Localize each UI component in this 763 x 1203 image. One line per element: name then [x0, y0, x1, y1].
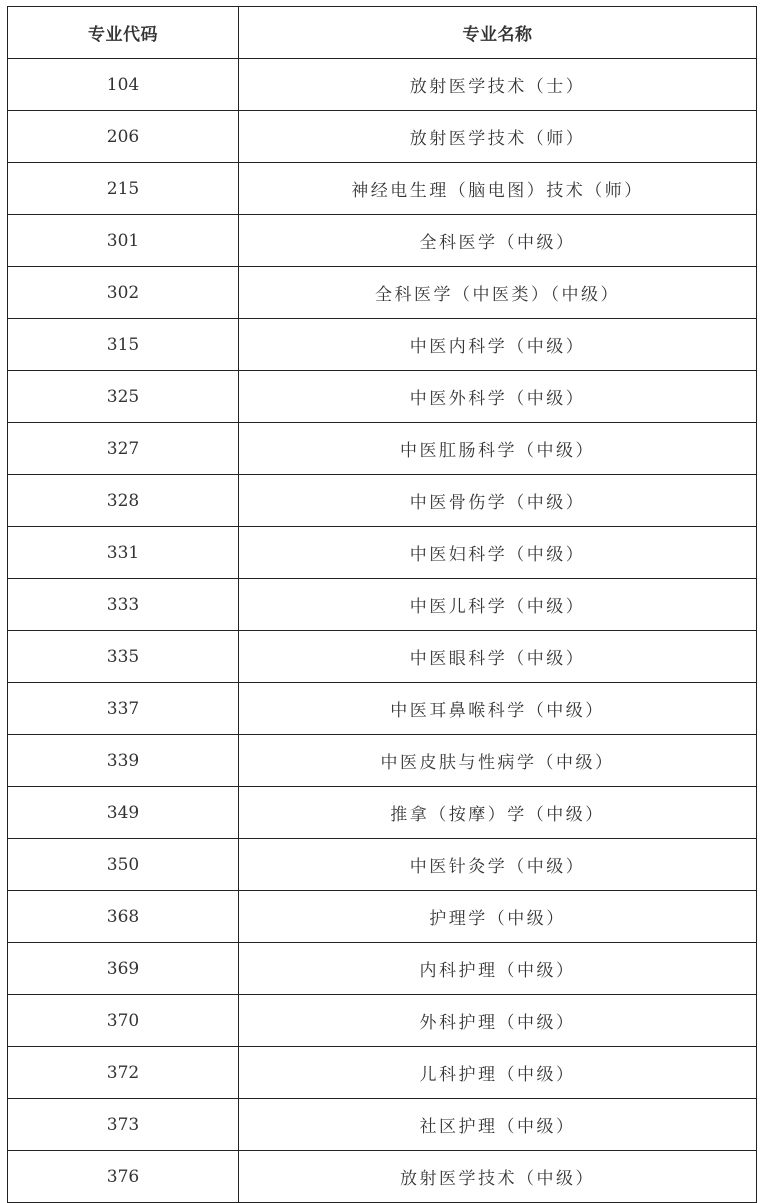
- header-specialty-code: 专业代码: [8, 7, 239, 59]
- table-row: [8, 527, 757, 579]
- specialty-code-cell: 337: [8, 683, 239, 735]
- specialty-name-cell: 中医内科学（中级）: [239, 319, 757, 371]
- specialty-code-cell: 325: [8, 371, 239, 423]
- specialty-name-cell: 全科医学（中级）: [239, 215, 757, 267]
- table-row: [8, 995, 757, 1047]
- specialty-code-cell: 215: [8, 163, 239, 215]
- specialty-name-cell: 全科医学（中医类）（中级）: [239, 267, 757, 319]
- specialty-name-cell: 放射医学技术（士）: [239, 59, 757, 111]
- specialty-name-cell: 儿科护理（中级）: [239, 1047, 757, 1099]
- table-row: [8, 475, 757, 527]
- table-header-row: [8, 7, 757, 59]
- specialty-name-cell: 内科护理（中级）: [239, 943, 757, 995]
- specialty-code-cell: 376: [8, 1151, 239, 1203]
- table-row: [8, 423, 757, 475]
- specialty-name-cell: 中医肛肠科学（中级）: [239, 423, 757, 475]
- specialty-code-cell: 302: [8, 267, 239, 319]
- specialty-name-cell: 神经电生理（脑电图）技术（师）: [239, 163, 757, 215]
- specialty-code-cell: 327: [8, 423, 239, 475]
- specialty-name-cell: 放射医学技术（中级）: [239, 1151, 757, 1203]
- specialty-code-cell: 350: [8, 839, 239, 891]
- table-row: [8, 631, 757, 683]
- table-body: [8, 59, 757, 1203]
- specialty-code-cell: 339: [8, 735, 239, 787]
- specialty-code-cell: 372: [8, 1047, 239, 1099]
- specialty-table-container: [7, 6, 756, 1203]
- header-specialty-name: 专业名称: [239, 7, 757, 59]
- table-row: [8, 163, 757, 215]
- table-row: [8, 111, 757, 163]
- specialty-name-cell: 中医皮肤与性病学（中级）: [239, 735, 757, 787]
- table-row: [8, 839, 757, 891]
- specialty-name-cell: 中医耳鼻喉科学（中级）: [239, 683, 757, 735]
- specialty-code-cell: 333: [8, 579, 239, 631]
- table-row: [8, 215, 757, 267]
- table-row: [8, 891, 757, 943]
- specialty-code-cell: 315: [8, 319, 239, 371]
- table-row: [8, 319, 757, 371]
- specialty-code-cell: 335: [8, 631, 239, 683]
- table-row: [8, 267, 757, 319]
- table-row: [8, 1047, 757, 1099]
- specialty-code-cell: 328: [8, 475, 239, 527]
- specialty-name-cell: 中医妇科学（中级）: [239, 527, 757, 579]
- specialty-code-cell: 104: [8, 59, 239, 111]
- table-row: [8, 371, 757, 423]
- specialty-table: [7, 6, 757, 1203]
- specialty-name-cell: 社区护理（中级）: [239, 1099, 757, 1151]
- specialty-code-cell: 301: [8, 215, 239, 267]
- specialty-code-cell: 331: [8, 527, 239, 579]
- table-row: [8, 1099, 757, 1151]
- specialty-code-cell: 370: [8, 995, 239, 1047]
- table-row: [8, 787, 757, 839]
- table-row: [8, 943, 757, 995]
- specialty-name-cell: 中医骨伤学（中级）: [239, 475, 757, 527]
- specialty-name-cell: 中医外科学（中级）: [239, 371, 757, 423]
- specialty-code-cell: 206: [8, 111, 239, 163]
- specialty-name-cell: 护理学（中级）: [239, 891, 757, 943]
- specialty-code-cell: 368: [8, 891, 239, 943]
- table-row: [8, 579, 757, 631]
- specialty-name-cell: 放射医学技术（师）: [239, 111, 757, 163]
- table-row: [8, 735, 757, 787]
- specialty-name-cell: 推拿（按摩）学（中级）: [239, 787, 757, 839]
- specialty-code-cell: 349: [8, 787, 239, 839]
- table-row: [8, 59, 757, 111]
- specialty-name-cell: 中医针灸学（中级）: [239, 839, 757, 891]
- specialty-name-cell: 中医眼科学（中级）: [239, 631, 757, 683]
- specialty-name-cell: 外科护理（中级）: [239, 995, 757, 1047]
- specialty-code-cell: 373: [8, 1099, 239, 1151]
- table-row: [8, 683, 757, 735]
- specialty-code-cell: 369: [8, 943, 239, 995]
- table-row: [8, 1151, 757, 1203]
- specialty-name-cell: 中医儿科学（中级）: [239, 579, 757, 631]
